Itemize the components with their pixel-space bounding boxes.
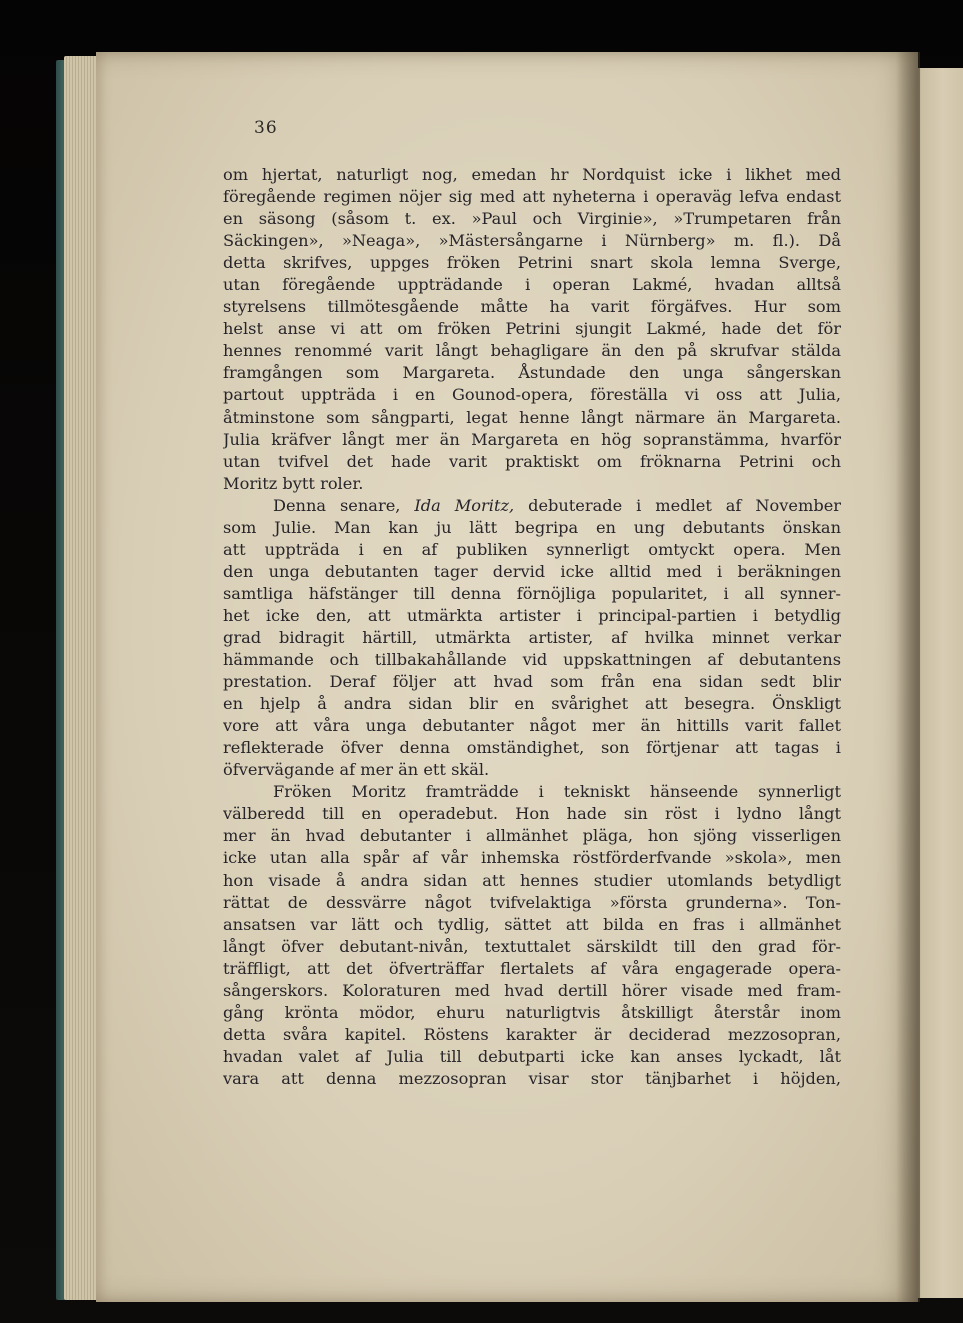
text-line: prestation. Deraf följer att hvad som från ena sidan sedt blir	[223, 672, 841, 692]
text-line: om hjertat, naturligt nog, emedan hr Nordquist icke i likhet med	[223, 165, 841, 184]
text-line: åtminstone som sångparti, legat henne långt närmare än Margareta.	[223, 407, 841, 427]
text-line: vara att denna mezzosopran visar stor tänjbarhet i höjden,	[223, 1068, 841, 1088]
text-line: rättat de dessvärre något tvifvelaktiga »första grunderna». Ton-	[223, 892, 841, 912]
text-line: den unga debutanten tager dervid icke alltid med i beräkningen	[223, 561, 841, 581]
text-segment: Denna senare,	[273, 495, 415, 515]
text-line: hvadan valet af Julia till debutparti icke kan anses lyckadt, låt	[223, 1046, 841, 1066]
text-line: partout uppträda i en Gounod-opera, föreställa vi oss att Julia,	[223, 385, 841, 405]
text-line: icke utan alla spår af vår inhemska röstförderfvande »skola», men	[223, 848, 841, 868]
text-line: föregående regimen nöjer sig med att nyheterna i operaväg lefva endast	[223, 187, 841, 207]
text-line: som Julie. Man kan ju lätt begripa en ung debutants önskan	[223, 517, 841, 537]
text-line: Fröken Moritz framträdde i tekniskt hänseende synnerligt	[273, 782, 841, 802]
text-line: ansatsen var lätt och tydlig, sättet att bilda en fras i allmänhet	[223, 914, 841, 934]
text-line: detta svåra kapitel. Röstens karakter är deciderad mezzosopran,	[223, 1024, 841, 1044]
text-line: hon visade å andra sidan att hennes studier utomlands betydligt	[223, 870, 841, 890]
text-line: detta skrifves, uppges fröken Petrini snart skola lemna Sverge,	[223, 253, 841, 273]
text-line: grad bidragit härtill, utmärkta artister, af hvilka minnet verkar	[223, 627, 841, 647]
text-line: vore att våra unga debutanter något mer än hittills varit fallet	[223, 716, 841, 736]
text-line: långt öfver debutant-nivån, textuttalet särskildt till den grad för-	[223, 936, 841, 956]
text-line: samtliga häfstänger till denna förnöjliga popularitet, i all synner-	[223, 583, 841, 603]
text-line: hämmande och tillbakahållande vid uppskattningen af debutantens	[223, 650, 841, 670]
page-number: 36	[254, 118, 278, 138]
text-line: Moritz bytt roler.	[223, 473, 364, 493]
text-line: styrelsens tillmötesgående måtte ha varit förgäfves. Hur som	[223, 297, 841, 317]
page-text	[223, 164, 841, 1090]
text-line: välberedd till en operadebut. Hon hade sin röst i lydno långt	[223, 804, 841, 824]
italic-name: Ida Moritz,	[414, 495, 515, 515]
text-line: sångerskors. Koloraturen med hvad dertill hörer visade med fram-	[223, 980, 841, 1000]
text-line: utan föregående uppträdande i operan Lakmé, hvadan alltså	[223, 275, 841, 295]
text-line: en hjelp å andra sidan blir en svårighet att besegra. Önskligt	[223, 694, 841, 714]
text-line: träffligt, att det öfverträffar flertalets af våra engagerade opera-	[223, 958, 841, 978]
text-segment: debuterade i medlet af November	[514, 495, 841, 515]
gutter-shadow	[896, 52, 920, 1302]
text-line: utan tvifvel det hade varit praktiskt om fröknarna Petrini och	[223, 451, 841, 471]
text-line: en säsong (såsom t. ex. »Paul och Virginie», »Trumpetaren från	[223, 209, 841, 229]
text-line: Säckingen», »Neaga», »Mästersångarne i Nürnberg» m. fl.). Då	[223, 231, 841, 251]
text-line: gång krönta mödor, ehuru naturligtvis åtskilligt återstår inom	[223, 1002, 841, 1022]
text-line: Julia kräfver långt mer än Margareta en hög sopranstämma, hvarför	[223, 429, 841, 449]
text-line: mer än hvad debutanter i allmänhet pläga, hon sjöng visserligen	[223, 826, 841, 846]
text-line: hennes renommé varit långt behagligare än den på skrufvar stälda	[223, 341, 841, 361]
text-line: att uppträda i en af publiken synnerligt omtyckt opera. Men	[223, 539, 841, 559]
text-line: framgången som Margareta. Åstundade den unga sångerskan	[223, 363, 841, 383]
text-line: reflekterade öfver denna omständighet, son förtjenar att tagas i	[223, 738, 841, 758]
text-line: helst anse vi att om fröken Petrini sjungit Lakmé, hade det för	[223, 319, 841, 339]
text-line	[223, 495, 841, 517]
text-line: öfvervägande af mer än ett skäl.	[223, 760, 490, 780]
text-line: het icke den, att utmärkta artister i principal-partien i betydlig	[223, 605, 841, 625]
